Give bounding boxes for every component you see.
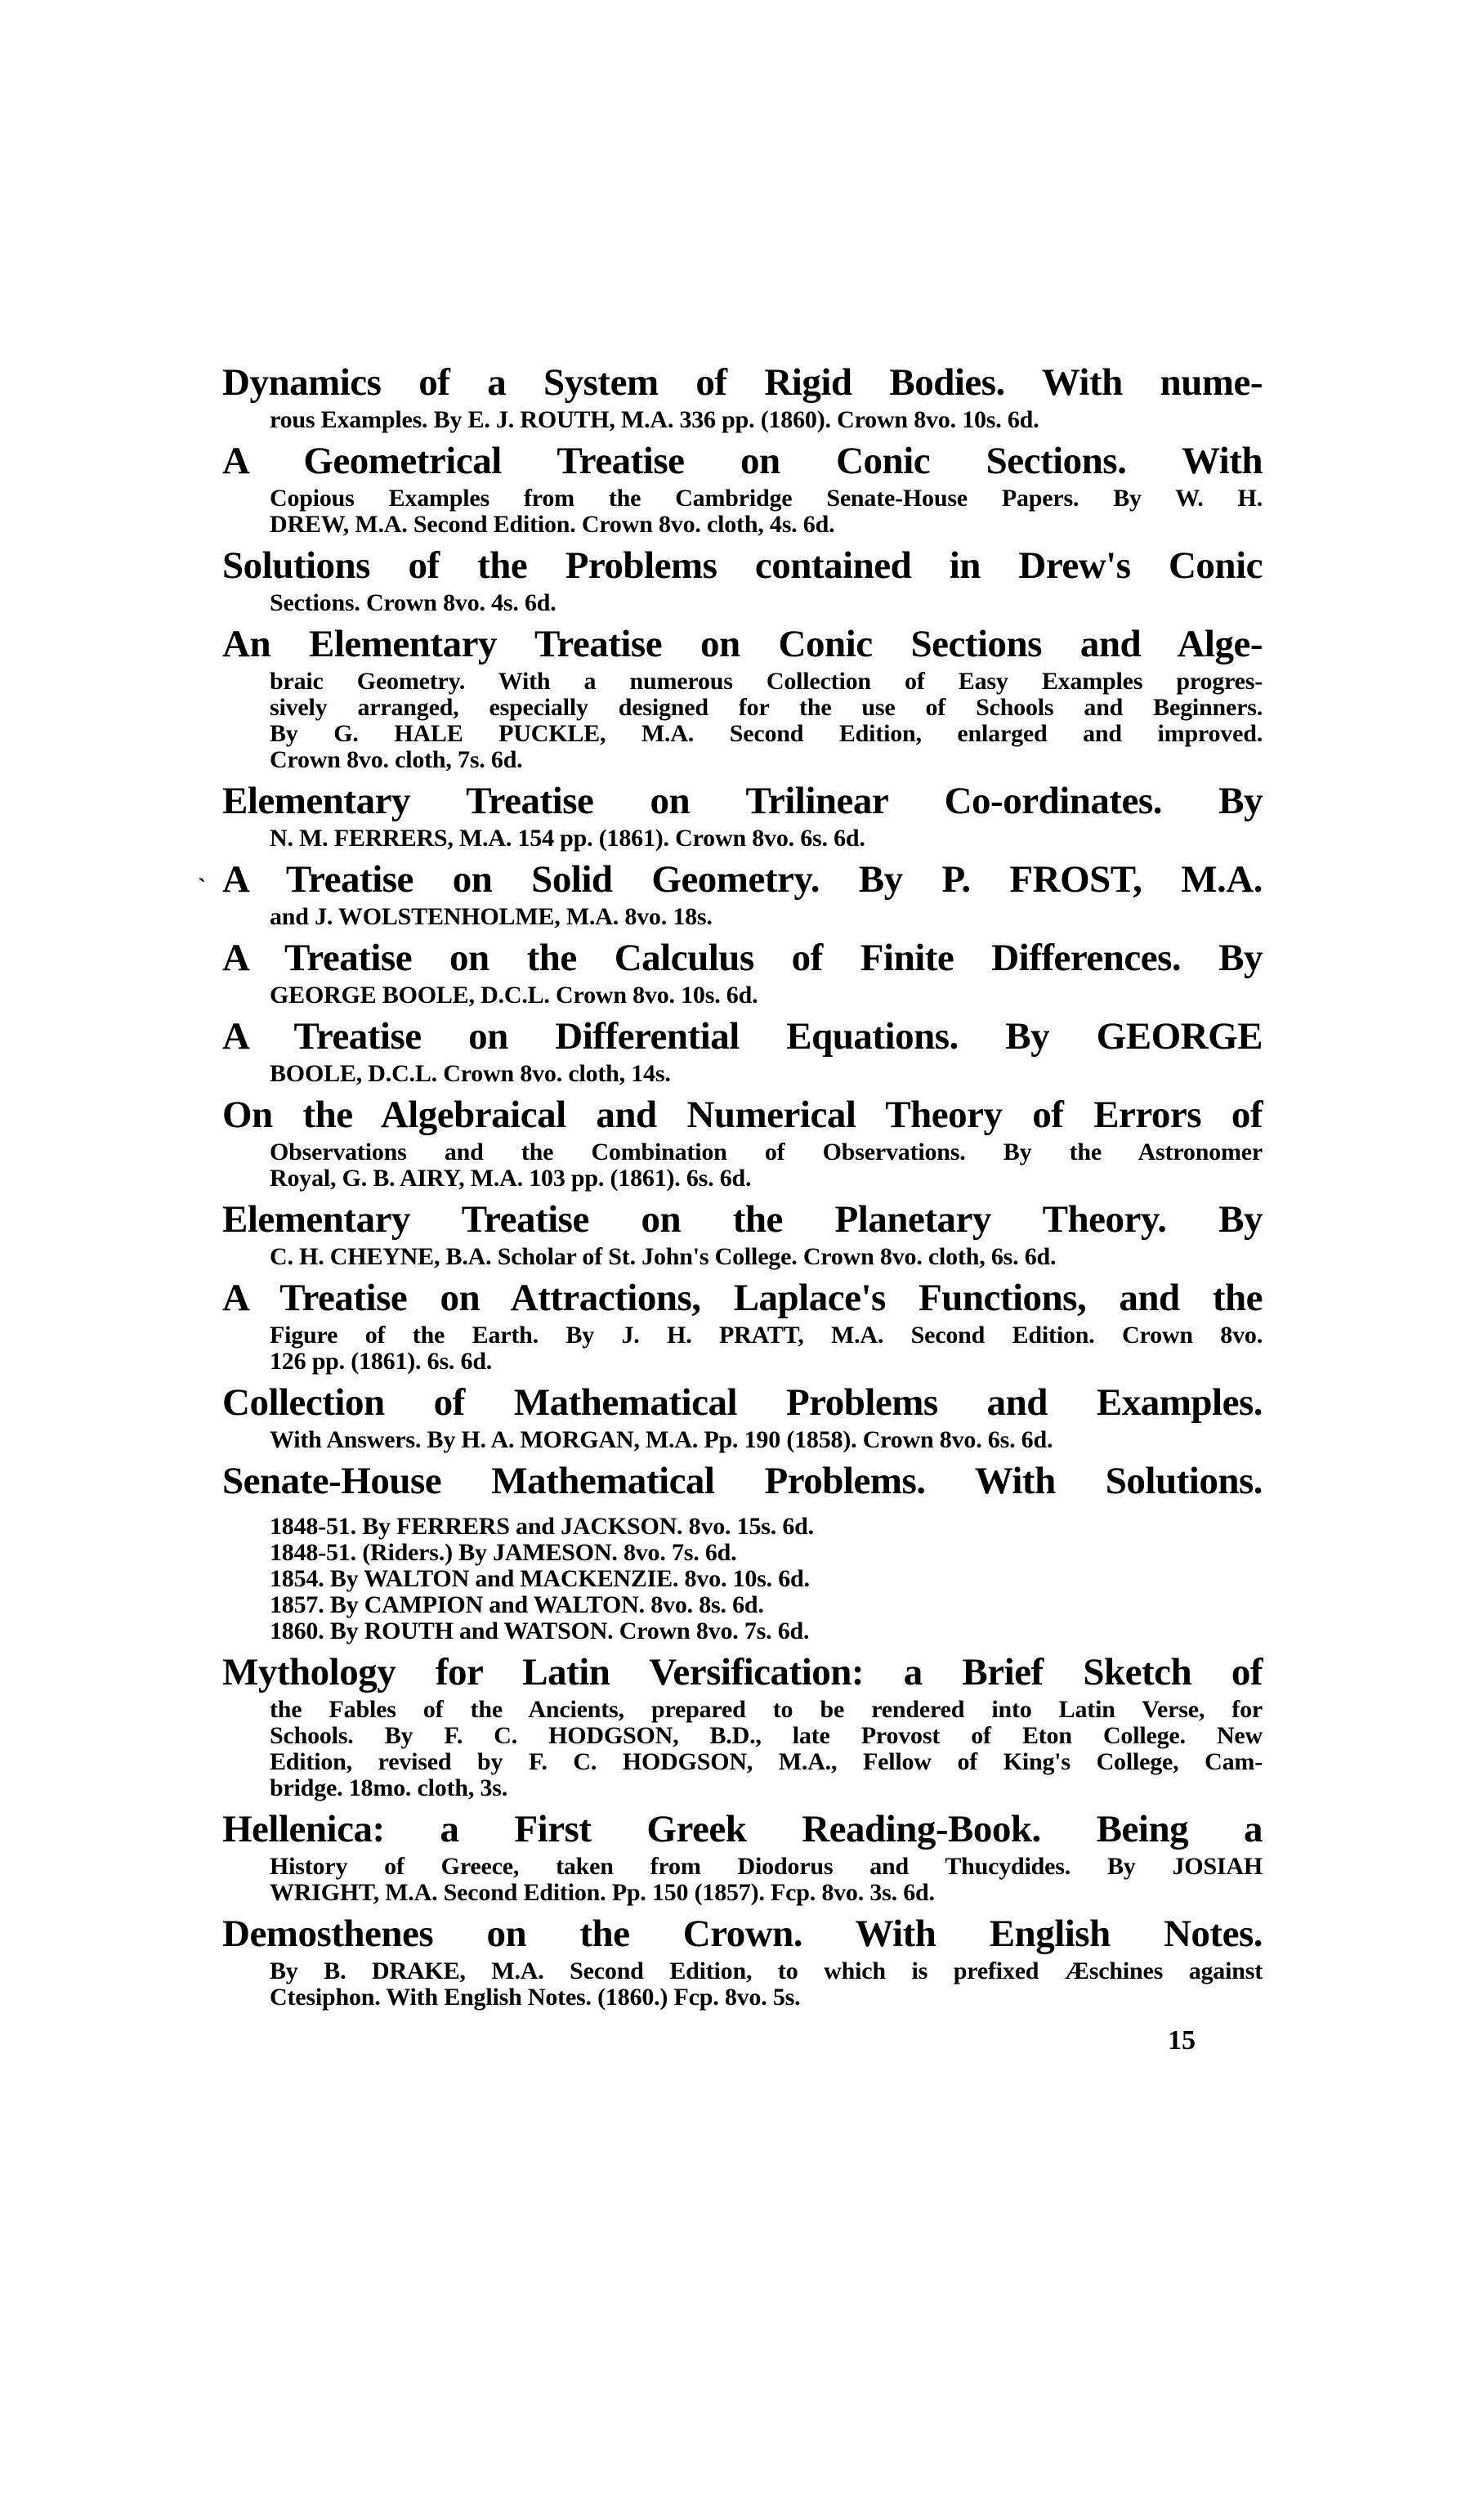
detail-line: BOOLE, D.C.L. Crown 8vo. cloth, 14s.	[270, 1060, 671, 1087]
detail-line: Sections. Crown 8vo. 4s. 6d.	[270, 589, 556, 616]
entry-details	[270, 1514, 1263, 1644]
detail-line: 1854. By WALTON and MACKENZIE. 8vo. 10s. 6d.	[270, 1565, 810, 1592]
detail-line: Observations and the Combination of Observations. By the Astronomer	[270, 1139, 1263, 1165]
entry-title: A Treatise on Differential Equations. By GEORGE	[222, 1015, 1263, 1058]
entry-details	[270, 904, 1263, 930]
entry-details	[270, 1854, 1263, 1906]
catalog-entry	[222, 543, 1263, 616]
detail-line: GEORGE BOOLE, D.C.L. Crown 8vo. 10s. 6d.	[270, 982, 758, 1009]
entry-details	[270, 590, 1263, 616]
entry-title: A Treatise on Attractions, Laplace's Functions, and the	[222, 1277, 1263, 1319]
detail-line: 126 pp. (1861). 6s. 6d.	[270, 1348, 493, 1375]
detail-line: 1860. By ROUTH and WATSON. Crown 8vo. 7s. 6d.	[270, 1617, 810, 1644]
detail-line: Edition, revised by F. C. HODGSON, M.A., Fellow of King's College, Cam-	[270, 1748, 1263, 1775]
detail-line: By B. DRAKE, M.A. Second Edition, to which is prefixed Æschines against	[270, 1957, 1263, 1984]
entry-title: Solutions of the Problems contained in Drew's Conic	[222, 544, 1263, 587]
detail-line: braic Geometry. With a numerous Collection of Easy Examples progres-	[270, 668, 1263, 695]
catalog-entry	[222, 1275, 1263, 1375]
catalog-entry	[222, 935, 1263, 1009]
detail-line: C. H. CHEYNE, B.A. Scholar of St. John's College. Crown 8vo. cloth, 6s. 6d.	[270, 1243, 1057, 1270]
entry-details	[270, 669, 1263, 773]
entry-title: Elementary Treatise on the Planetary Theory. By	[222, 1198, 1263, 1241]
entry-title: Demosthenes on the Crown. With English Notes.	[222, 1913, 1263, 1955]
entry-details	[270, 825, 1263, 852]
detail-line: and J. WOLSTENHOLME, M.A. 8vo. 18s.	[270, 903, 713, 930]
entry-details	[270, 1697, 1263, 1801]
entry-details	[270, 1427, 1263, 1453]
catalog-entry	[222, 438, 1263, 538]
catalog-entry	[222, 1380, 1263, 1453]
detail-line: Figure of the Earth. By J. H. PRATT, M.A. Second Edition. Crown 8vo.	[270, 1322, 1263, 1349]
book-page	[198, 360, 1263, 2056]
detail-line: bridge. 18mo. cloth, 3s.	[270, 1774, 508, 1801]
entry-details	[270, 485, 1263, 538]
detail-line: By G. HALE PUCKLE, M.A. Second Edition, enlarged and improved.	[270, 720, 1263, 747]
entry-title-text: A Treatise on Solid Geometry. By P. FROST, M.A.	[222, 858, 1263, 901]
stray-ink-mark: `	[198, 874, 206, 901]
detail-line: Copious Examples from the Cambridge Senate-House Papers. By W. H.	[270, 485, 1263, 512]
detail-line: With Answers. By H. A. MORGAN, M.A. Pp. 190 (1858). Crown 8vo. 6s. 6d.	[270, 1426, 1053, 1453]
detail-line: 1848-51. By FERRERS and JACKSON. 8vo. 15s. 6d.	[270, 1513, 814, 1540]
entry-details	[270, 1244, 1263, 1270]
entry-title: Senate-House Mathematical Problems. With Solutions.	[222, 1460, 1263, 1502]
entry-title: Mythology for Latin Versification: a Brief Sketch of	[222, 1651, 1263, 1693]
catalog-entry	[222, 778, 1263, 852]
detail-line: sively arranged, especially designed for the use of Schools and Beginners.	[270, 694, 1263, 721]
detail-line: Royal, G. B. AIRY, M.A. 103 pp. (1861). 6s. 6d.	[270, 1165, 752, 1192]
entry-details	[270, 407, 1263, 433]
page-number: 15	[1168, 2025, 1196, 2056]
entry-title: A Geometrical Treatise on Conic Sections. With	[222, 440, 1263, 482]
entry-details	[270, 1322, 1263, 1375]
entry-title: A Treatise on the Calculus of Finite Differences. By	[222, 937, 1263, 979]
catalog-entry	[222, 621, 1263, 773]
catalog-entry	[222, 1806, 1263, 1906]
entry-title: Hellenica: a First Greek Reading-Book. Being a	[222, 1808, 1263, 1850]
catalog-entry	[198, 857, 1263, 930]
detail-line: Crown 8vo. cloth, 7s. 6d.	[270, 746, 523, 773]
detail-line: DREW, M.A. Second Edition. Crown 8vo. cloth, 4s. 6d.	[270, 511, 835, 538]
detail-line: WRIGHT, M.A. Second Edition. Pp. 150 (1857). Fcp. 8vo. 3s. 6d.	[270, 1879, 935, 1906]
catalog-entry	[222, 1649, 1263, 1801]
detail-line: 1857. By CAMPION and WALTON. 8vo. 8s. 6d.	[270, 1591, 764, 1618]
entry-details	[270, 1139, 1263, 1192]
entry-title	[198, 857, 1263, 902]
catalog-entry	[222, 1092, 1263, 1192]
detail-line: the Fables of the Ancients, prepared to be rendered into Latin Verse, for	[270, 1696, 1263, 1723]
entry-details	[270, 1958, 1263, 2011]
entry-title: On the Algebraical and Numerical Theory of Errors of	[222, 1094, 1263, 1136]
entry-title: Collection of Mathematical Problems and Examples.	[222, 1381, 1263, 1424]
detail-line: N. M. FERRERS, M.A. 154 pp. (1861). Crown 8vo. 6s. 6d.	[270, 825, 865, 852]
catalog-entry	[222, 360, 1263, 433]
entry-details	[270, 982, 1263, 1009]
catalog-entry	[222, 1458, 1263, 1644]
detail-line: Ctesiphon. With English Notes. (1860.) Fcp. 8vo. 5s.	[270, 1984, 801, 2011]
entry-title: Dynamics of a System of Rigid Bodies. With nume-	[222, 361, 1263, 404]
catalog-entry	[222, 1911, 1263, 2011]
detail-line: 1848-51. (Riders.) By JAMESON. 8vo. 7s. 6d.	[270, 1539, 737, 1566]
entry-title: An Elementary Treatise on Conic Sections and Alge-	[222, 623, 1263, 665]
catalog-entry	[222, 1197, 1263, 1270]
detail-line: History of Greece, taken from Diodorus and Thucydides. By JOSIAH	[270, 1853, 1263, 1880]
catalog-entry	[222, 1013, 1263, 1087]
detail-line: rous Examples. By E. J. ROUTH, M.A. 336 pp. (1860). Crown 8vo. 10s. 6d.	[270, 406, 1039, 433]
detail-line: Schools. By F. C. HODGSON, B.D., late Provost of Eton College. New	[270, 1722, 1263, 1749]
entry-title: Elementary Treatise on Trilinear Co-ordinates. By	[222, 780, 1263, 822]
entry-details	[270, 1061, 1263, 1087]
